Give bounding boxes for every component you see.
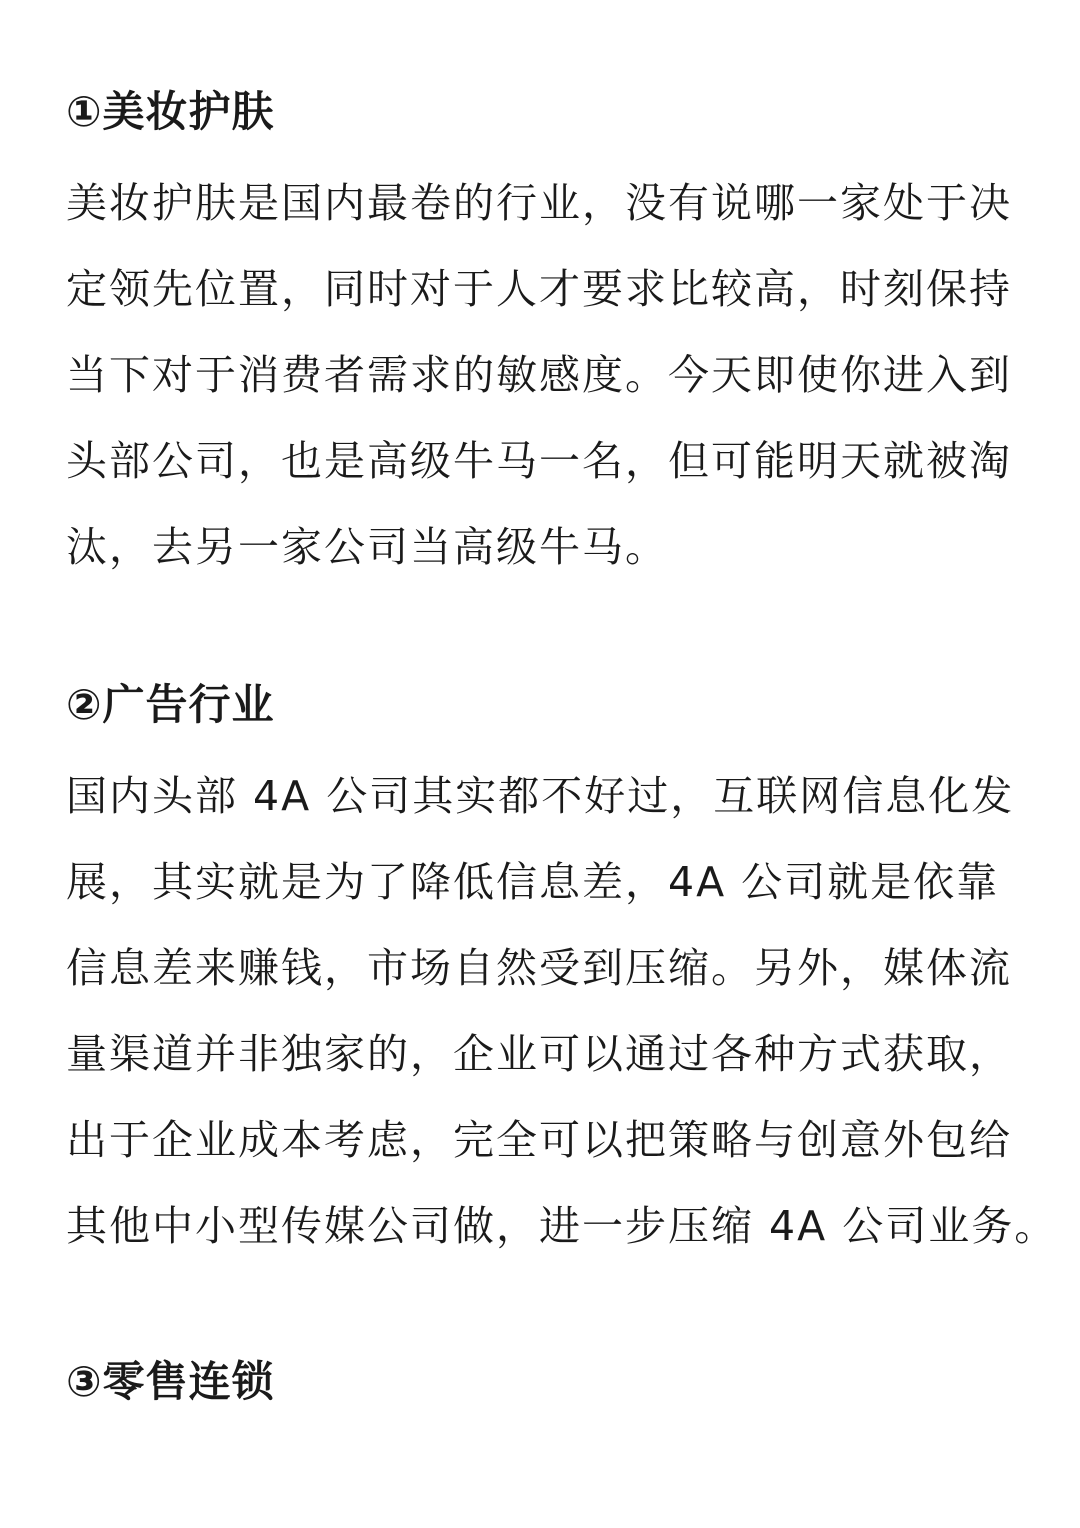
paragraph-line: 当下对于消费者需求的敏感度。今天即使你进入到 bbox=[66, 351, 1012, 399]
paragraph-line: 信息差来赚钱，市场自然受到压缩。另外，媒体流 bbox=[66, 944, 1012, 992]
paragraph-line: 量渠道并非独家的，企业可以通过各种方式获取， bbox=[66, 1030, 1012, 1078]
paragraph-line: 头部公司，也是高级牛马一名，但可能明天就被淘 bbox=[66, 437, 1012, 485]
section-paragraph bbox=[66, 753, 1058, 1269]
paragraph-line: 定领先位置，同时对于人才要求比较高，时刻保持 bbox=[66, 265, 1012, 313]
section-advertising bbox=[66, 675, 1058, 1269]
paragraph-line: 美妆护肤是国内最卷的行业，没有说哪一家处于决 bbox=[66, 179, 1012, 227]
section-title: ③零售连锁 bbox=[66, 1357, 275, 1406]
section-title: ①美妆护肤 bbox=[66, 87, 275, 136]
paragraph-line: 国内头部 4A 公司其实都不好过，互联网信息化发 bbox=[66, 772, 1015, 820]
paragraph-line: 展，其实就是为了降低信息差，4A 公司就是依靠 bbox=[66, 858, 1000, 906]
paragraph-line: 汰，去另一家公司当高级牛马。 bbox=[66, 523, 668, 571]
section-title: ②广告行业 bbox=[66, 680, 275, 729]
paragraph-line: 出于企业成本考虑，完全可以把策略与创意外包给 bbox=[66, 1116, 1012, 1164]
section-retail-chain bbox=[66, 1352, 1016, 1412]
section-beauty-skincare bbox=[66, 82, 1016, 590]
paragraph-line: 其他中小型传媒公司做，进一步压缩 4A 公司业务。 bbox=[66, 1202, 1058, 1250]
section-paragraph bbox=[66, 160, 1016, 590]
